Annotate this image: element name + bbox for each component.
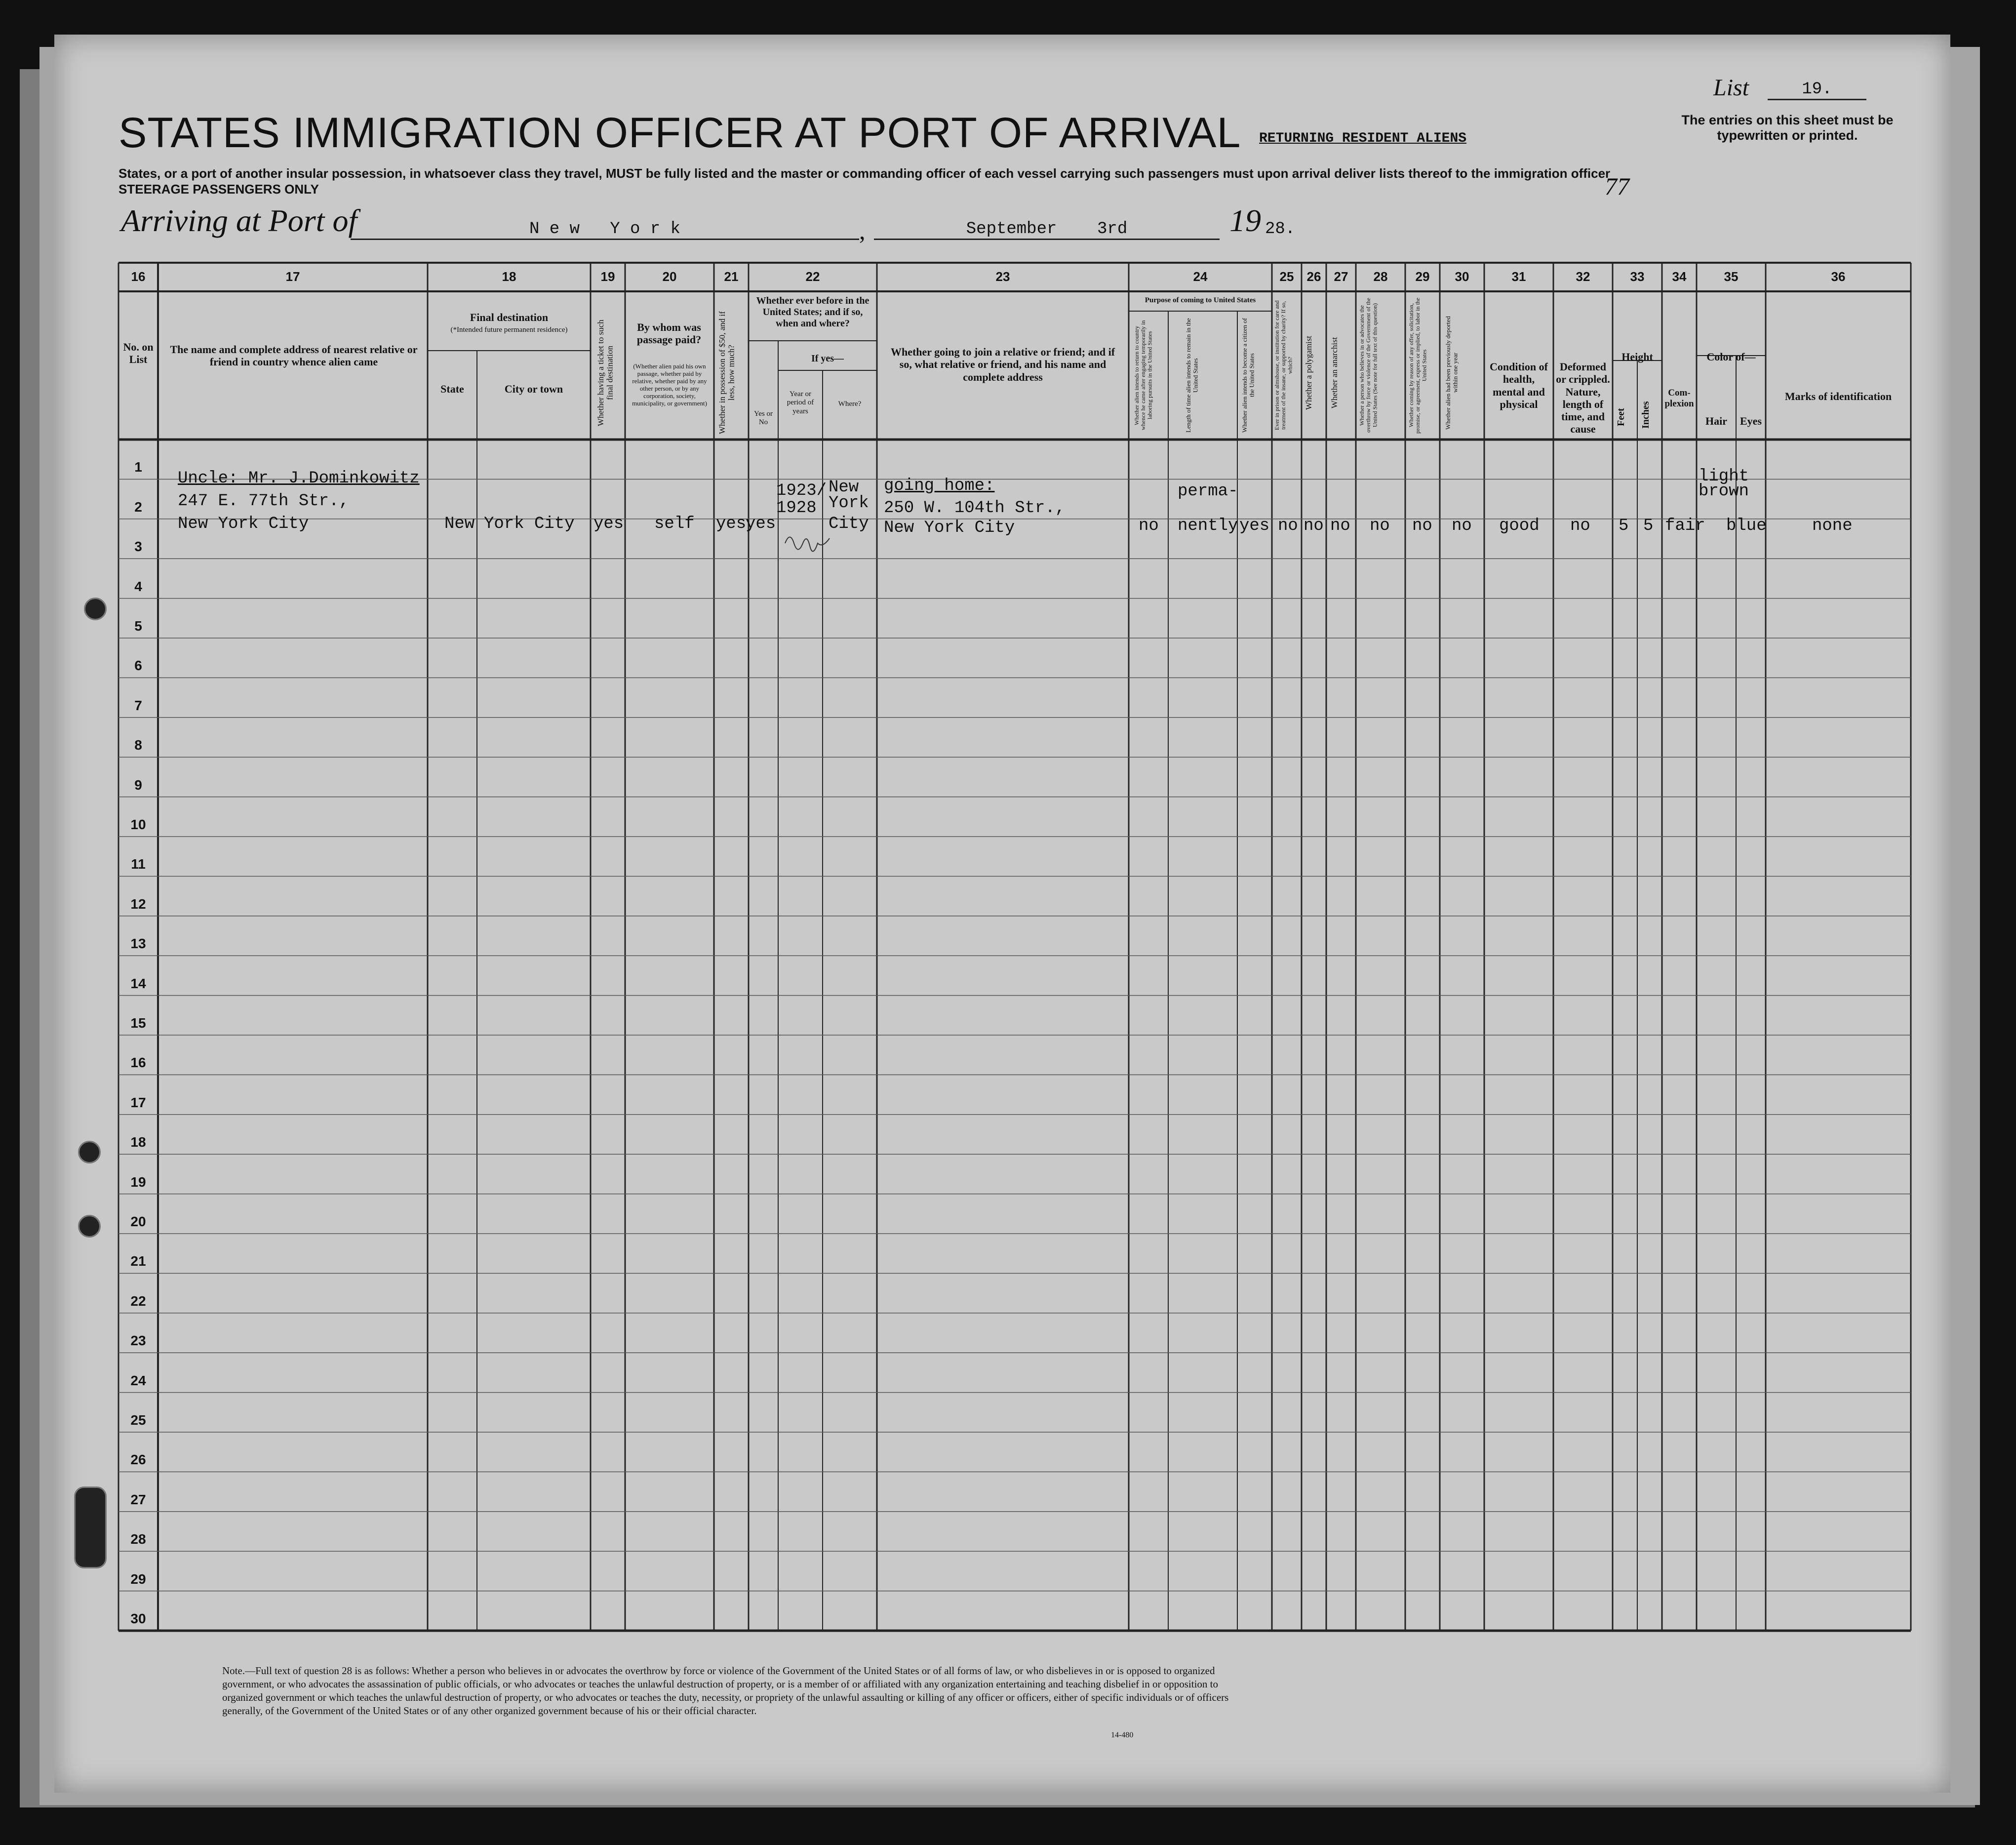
handwritten-scribble bbox=[780, 528, 839, 558]
deformed-value: no bbox=[1570, 517, 1590, 535]
header-purpose: Purpose of coming to United States bbox=[1145, 296, 1256, 304]
header-health: Condition of health, mental and physical bbox=[1490, 361, 1548, 410]
list-label: List bbox=[1713, 75, 1749, 101]
where-value: City bbox=[829, 515, 869, 533]
header-height: Height bbox=[1621, 351, 1653, 363]
inches-value: 5 bbox=[1643, 517, 1654, 535]
row-number: 21 bbox=[130, 1253, 146, 1269]
header-inches: Inches bbox=[1640, 401, 1651, 429]
joining-line: New York City bbox=[884, 519, 1015, 537]
q30-value: no bbox=[1452, 517, 1472, 535]
health-value: good bbox=[1499, 517, 1540, 535]
header-complexion: Com-plexion bbox=[1664, 388, 1694, 409]
header-prison: Ever in prison or almshouse, or institution for care and treatment of the insane, or supported by charity? If so, which? bbox=[1273, 300, 1294, 431]
port-name: N e w Y o r k bbox=[351, 220, 859, 240]
column-number: 20 bbox=[662, 269, 677, 284]
row-number: 17 bbox=[130, 1094, 146, 1110]
prison-value: no bbox=[1278, 517, 1298, 535]
row-number: 8 bbox=[134, 737, 142, 753]
column-number: 28 bbox=[1373, 269, 1388, 284]
column-number: 16 bbox=[131, 269, 146, 284]
column-number: 22 bbox=[805, 269, 820, 284]
purpose-b-value: perma- bbox=[1178, 482, 1238, 501]
column-number: 18 bbox=[502, 269, 516, 284]
header-q28: Whether a person who believes in or advocates the overthrow by force or violence of the Government of the United States (See note for full text of this question) bbox=[1358, 298, 1379, 433]
polygamist-value: no bbox=[1304, 517, 1324, 535]
row-number: 12 bbox=[130, 896, 146, 912]
form-title: STATES IMMIGRATION OFFICER AT PORT OF ARRIVAL bbox=[119, 109, 1241, 157]
complexion-value: fair bbox=[1665, 517, 1705, 535]
hair-value: light bbox=[1699, 467, 1749, 486]
header-money: Whether in possession of $50, and if less, how much? bbox=[717, 311, 736, 435]
header-polygamist: Whether a polygamist bbox=[1304, 335, 1313, 410]
category-label: RETURNING RESIDENT ALIENS bbox=[1259, 131, 1467, 146]
year-suffix: 28. bbox=[1265, 220, 1296, 239]
relative-line: 247 E. 77th Str., bbox=[178, 492, 349, 511]
header-purpose-c: Whether alien intends to become a citizen of the United States bbox=[1241, 318, 1256, 433]
header-yes-no: Yes or No bbox=[753, 410, 773, 427]
header-purpose-b: Length of time alien intends to remain in the United States bbox=[1185, 318, 1199, 433]
marks-value: none bbox=[1812, 517, 1853, 535]
row-number: 14 bbox=[130, 975, 146, 991]
row-number: 4 bbox=[134, 578, 142, 594]
row-number: 15 bbox=[130, 1015, 146, 1031]
before-value: yes bbox=[746, 515, 776, 533]
column-number: 17 bbox=[285, 269, 300, 284]
arriving-label: Arriving at Port of bbox=[121, 203, 357, 238]
hair-value: brown bbox=[1699, 482, 1749, 501]
relative-line: Uncle: Mr. J.Dominkowitz bbox=[178, 469, 420, 488]
row-number: 24 bbox=[130, 1372, 146, 1388]
header-q30: Whether alien had been previously deported within one year bbox=[1444, 316, 1459, 430]
year-prefix: 19 bbox=[1229, 203, 1261, 238]
header-passage-note: (Whether alien paid his own passage, whether paid by relative, whether paid by any other person, or by any corporation, society, municipality, or government) bbox=[632, 362, 707, 407]
q29-value: no bbox=[1412, 517, 1432, 535]
row-number: 10 bbox=[130, 817, 146, 832]
binder-hole bbox=[78, 1141, 101, 1163]
binder-hole bbox=[78, 1215, 101, 1238]
row-number: 5 bbox=[134, 618, 142, 634]
state-value: New bbox=[444, 515, 475, 533]
column-number: 33 bbox=[1630, 269, 1645, 284]
row-number: 18 bbox=[130, 1134, 146, 1150]
row-number: 25 bbox=[130, 1412, 146, 1428]
row-number: 22 bbox=[130, 1293, 146, 1309]
row-number: 3 bbox=[134, 539, 142, 555]
header-state: State bbox=[440, 383, 464, 395]
arrival-date: September 3rd bbox=[874, 220, 1220, 240]
manifest-sheet bbox=[54, 35, 1950, 1793]
purpose-c-value: yes bbox=[1239, 517, 1270, 535]
header-anarchist: Whether an anarchist bbox=[1330, 337, 1339, 409]
row-number: 7 bbox=[134, 697, 142, 713]
row-number: 11 bbox=[131, 856, 146, 872]
row-number: 16 bbox=[130, 1055, 146, 1071]
where-value: York bbox=[829, 494, 869, 513]
header-relative: The name and complete address of nearest relative or friend in country whence alien came bbox=[170, 343, 418, 368]
row-number: 23 bbox=[130, 1333, 146, 1349]
purpose-b-value: nently bbox=[1178, 517, 1238, 535]
instruction-line: States, or a port of another insular possession, in whatsoever class they travel, MUST be fully listed and the master or commanding officer of each vessel carrying such passengers must upon arrival deliver lists thereof to the immigration officer bbox=[119, 166, 1611, 181]
header-final-destination: Final destination bbox=[470, 311, 549, 323]
header-eyes: Eyes bbox=[1740, 415, 1762, 427]
column-number: 27 bbox=[1334, 269, 1348, 284]
table-grid bbox=[54, 35, 1950, 1793]
column-number: 24 bbox=[1193, 269, 1208, 284]
years-value: 1923/ bbox=[776, 481, 827, 500]
header-hair: Hair bbox=[1705, 415, 1727, 427]
feet-value: 5 bbox=[1619, 517, 1629, 535]
steerage-label: STEERAGE PASSENGERS ONLY bbox=[119, 182, 319, 197]
header-deformed: Deformed or crippled. Nature, length of time, and cause bbox=[1556, 361, 1610, 436]
column-number: 21 bbox=[724, 269, 739, 284]
row-number: 30 bbox=[130, 1611, 146, 1626]
header-final-destination-note: (*Intended future permanent residence) bbox=[450, 326, 568, 334]
column-number: 31 bbox=[1511, 269, 1526, 284]
row-number: 9 bbox=[134, 777, 142, 793]
joining-line: 250 W. 104th Str., bbox=[884, 499, 1066, 518]
header-city: City or town bbox=[504, 383, 563, 395]
form-number: 14-480 bbox=[1111, 1731, 1134, 1739]
header-color-of: Color of— bbox=[1706, 351, 1756, 363]
row-number: 1 bbox=[134, 459, 142, 475]
row-number: 19 bbox=[130, 1174, 146, 1190]
comma: , bbox=[859, 217, 866, 244]
column-number: 23 bbox=[995, 269, 1010, 284]
years-value: 1928 bbox=[776, 499, 817, 518]
column-number: 32 bbox=[1576, 269, 1590, 284]
row-number: 28 bbox=[130, 1531, 146, 1547]
relative-line: New York City bbox=[178, 515, 309, 533]
header-purpose-a: Whether alien intends to return to country whence he came after engaging temporarily in laboring pursuits in the United States bbox=[1133, 320, 1153, 431]
money-value: yes bbox=[716, 515, 747, 533]
ticket-value: yes bbox=[593, 515, 624, 533]
row-number: 6 bbox=[134, 658, 142, 674]
column-number: 36 bbox=[1831, 269, 1846, 284]
passage-value: self bbox=[654, 515, 695, 533]
header-joining: Whether going to join a relative or friend; and if so, what relative or friend, and his name and complete address bbox=[890, 346, 1115, 383]
column-number: 34 bbox=[1672, 269, 1687, 284]
purpose-a-value: no bbox=[1139, 517, 1159, 535]
header-feet: Feet bbox=[1616, 408, 1626, 427]
header-marks: Marks of identification bbox=[1784, 390, 1892, 402]
header-if-yes: If yes— bbox=[811, 353, 844, 364]
binder-hole bbox=[84, 598, 107, 620]
column-number: 30 bbox=[1455, 269, 1469, 284]
binder-clip bbox=[74, 1486, 107, 1568]
header-where: Where? bbox=[838, 400, 862, 408]
header-before: Whether ever before in the United States; and if so, when and where? bbox=[756, 295, 870, 329]
header-no-on-list: No. on List bbox=[123, 341, 154, 366]
anarchist-value: no bbox=[1330, 517, 1350, 535]
row-number: 20 bbox=[130, 1214, 146, 1229]
row-number: 27 bbox=[130, 1491, 146, 1507]
typewritten-instruction: The entries on this sheet must be typewritten or printed. bbox=[1681, 113, 1894, 143]
column-number: 29 bbox=[1415, 269, 1430, 284]
header-q29: Whether coming by reason of any offer, solicitation, promise, or agreement, express or implied, to labor in the United States bbox=[1408, 297, 1428, 434]
column-number: 25 bbox=[1279, 269, 1294, 284]
column-number: 26 bbox=[1306, 269, 1321, 284]
list-number: 19. bbox=[1768, 80, 1866, 100]
column-number: 19 bbox=[600, 269, 615, 284]
header-passage: By whom was passage paid? bbox=[636, 321, 702, 346]
row-number: 13 bbox=[130, 936, 146, 952]
eyes-value: blue bbox=[1726, 517, 1767, 535]
q28-value: no bbox=[1370, 517, 1390, 535]
header-year-period: Year or period of years bbox=[787, 390, 814, 415]
city-value: York City bbox=[484, 515, 575, 533]
footnote: Note.—Full text of question 28 is as follows: Whether a person who believes in or advocates the overthrow by force or violence of the Government of the United States or of all forms of law, or who disbelieves in or is opposed to organized government, or who advocates the assassination of public officials, or who advocates or teaches the unlawful destruction of property, or is a member of or affiliated with any organization entertaining and teaching disbelief in or opposition to organized government or which teaches the unlawful destruction of property, or who advocates or teaches the duty, necessity, or propriety of the unlawful assaulting or killing of any officer or officers, either of specific individuals or of officers generally, of the Government of the United States or of any other organized government because of his or their official character. bbox=[222, 1665, 1229, 1717]
joining-line: going home: bbox=[884, 477, 995, 495]
column-number: 35 bbox=[1724, 269, 1739, 284]
row-number: 2 bbox=[134, 499, 142, 515]
header-ticket: Whether having a ticket to such final destination bbox=[596, 320, 615, 426]
row-number: 29 bbox=[130, 1571, 146, 1587]
handwritten-page-mark: 77 bbox=[1605, 172, 1629, 200]
where-value: New bbox=[829, 478, 859, 497]
row-number: 26 bbox=[130, 1452, 146, 1468]
